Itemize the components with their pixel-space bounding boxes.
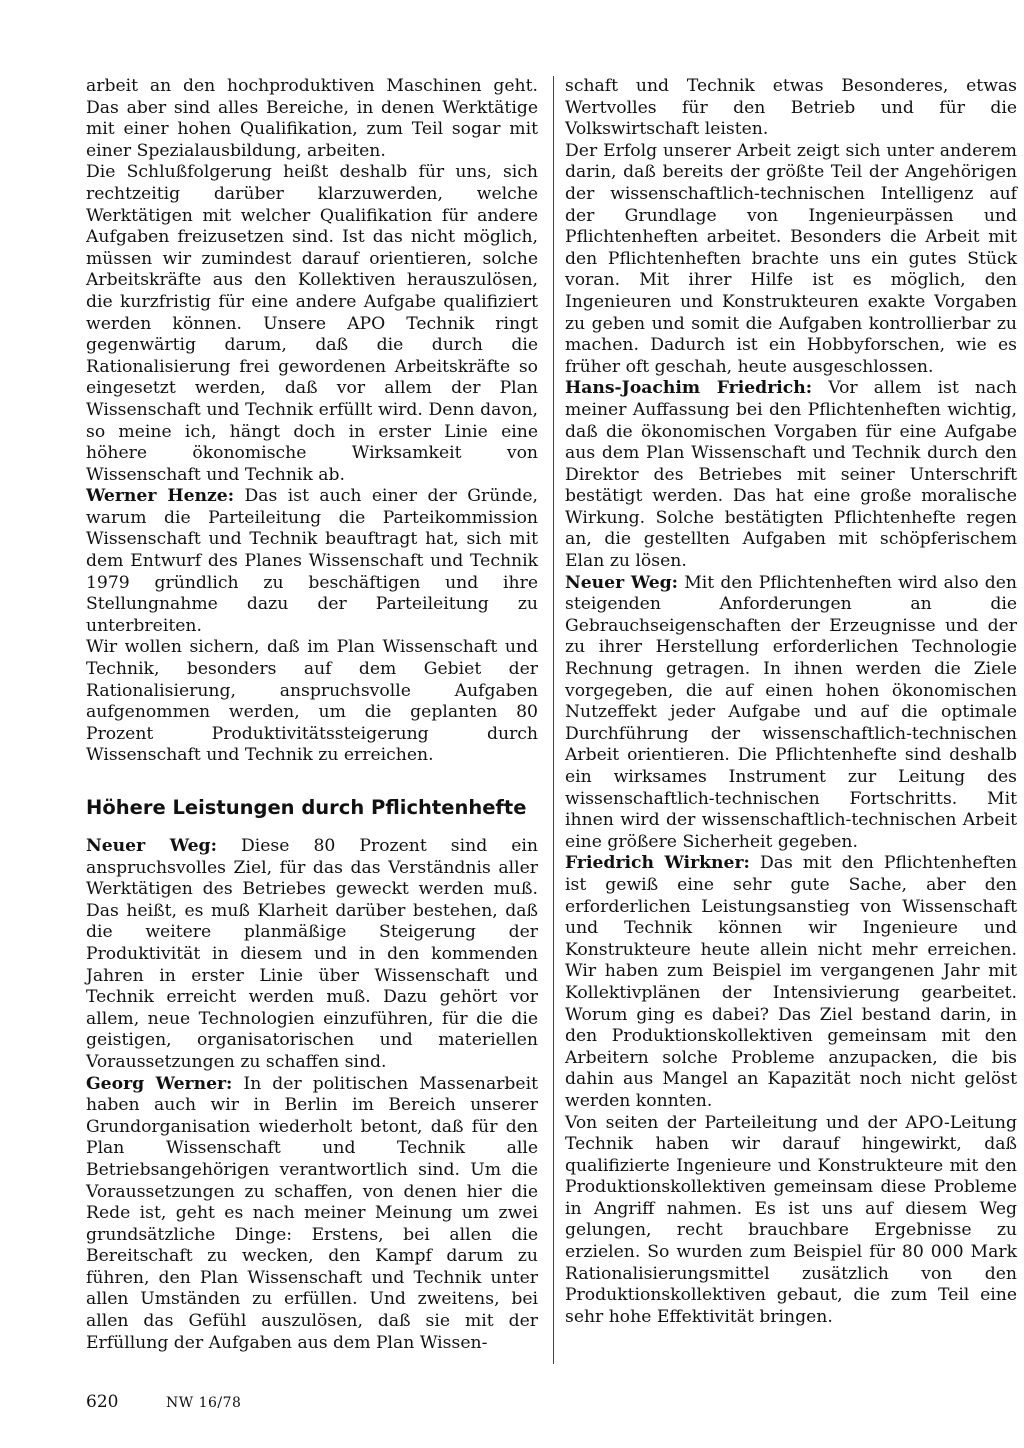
paragraph: schaft und Technik etwas Besonderes, etwas Wertvolles für den Betrieb und für die Volkswirtschaft leisten. xyxy=(565,76,1017,140)
speaker-name: Neuer Weg: xyxy=(565,572,679,593)
paragraph xyxy=(565,853,1017,1112)
paragraph xyxy=(86,836,538,1074)
paragraph xyxy=(565,378,1017,572)
section-heading: Höhere Leistungen durch Pflichtenhefte xyxy=(86,796,527,819)
speech-text: Mit den Pflichtenheften wird also den steigenden Anforderungen an die Gebrauchseigenschaften der Erzeugnisse und der zu ihrer Herstellung erforderlichen Technologie Rechnung getragen. In ihnen werden die Ziele vorgegeben, die auf einen hohen ökonomischen Nutzeffekt jeder Aufgabe und auf die optimale Durchführung der wissenschaftlich-technischen Arbeit orientieren. Die Pflichtenhefte sind deshalb ein wirksames Instrument zur Leitung des wissenschaftlich-technischen Fortschritts. Mit ihnen wird der wissenschaftlich-technischen Arbeit eine größere Sicherheit gegeben. xyxy=(565,572,1017,852)
page-footer xyxy=(86,1392,241,1413)
paragraph xyxy=(86,1074,538,1355)
speech-text: In der politischen Massenarbeit haben auch wir in Berlin im Bereich unserer Grundorganisation wiederholt betont, daß für den Plan Wissenschaft und Technik alle Betriebsangehörigen verantwortlich sind. Um die Voraussetzungen zu schaffen, von denen hier die Rede ist, geht es nach meiner Meinung um zwei grundsätzliche Dinge: Erstens, bei allen die Bereitschaft zu wecken, den Kampf darum zu führen, den Plan Wissenschaft und Technik unter allen Umständen zu erfüllen. Und zweitens, bei allen das Gefühl auszulösen, daß sie mit der Erfüllung der Aufgaben aus dem Plan Wissen- xyxy=(86,1073,538,1353)
speech-text: Das ist auch einer der Gründe, warum die Parteileitung die Parteikommission Wissenschaft und Technik beauftragt hat, sich mit dem Entwurf des Planes Wissenschaft und Technik 1979 gründlich zu beschäftigen und ihre Stellungnahme dazu der Parteileitung zu unterbreiten. xyxy=(86,486,538,636)
speech-text: Vor allem ist nach meiner Auffassung bei den Pflichtenheften wichtig, daß die ökonomischen Vorgaben für eine Aufgabe aus dem Plan Wissenschaft und Technik durch den Direktor des Betriebes mit seiner Unterschrift bestätigt werden. Das hat eine große moralische Wirkung. Solche bestätigten Pflichtenhefte regen an, die gestellten Aufgaben mit schöpferischem Elan zu lösen. xyxy=(565,378,1018,572)
page-number: 620 xyxy=(86,1392,119,1412)
paragraph: Wir wollen sichern, daß im Plan Wissenschaft und Technik, besonders auf dem Gebiet der Rationalisierung, anspruchsvolle Aufgaben aufgenommen werden, um die geplanten 80 Prozent Produktivitätssteigerung durch Wissenschaft und Technik zu erreichen. xyxy=(86,637,538,766)
speech-text: Das mit den Pflichtenheften ist gewiß eine sehr gute Sache, aber den erforderlichen Leistungsanstieg von Wissenschaft und Technik können wir Ingenieure und Konstrukteure heute allein nicht mehr erreichen. Wir haben zum Beispiel im vergangenen Jahr mit Kollektivplänen der Intensivierung gearbeitet. Worum ging es dabei? Das Ziel bestand darin, in den Produktionskollektiven gemeinsam mit den Arbeitern solche Probleme anzupacken, die bis dahin aus Mangel an Kapazität noch nicht gelöst werden konnten. xyxy=(565,853,1018,1111)
right-column xyxy=(565,76,1017,1328)
speaker-name: Werner Henze: xyxy=(86,486,235,507)
column-divider xyxy=(553,76,554,1364)
paragraph xyxy=(565,573,1017,854)
speaker-name: Friedrich Wirkner: xyxy=(565,853,750,874)
speaker-name: Neuer Weg: xyxy=(86,836,217,856)
paragraph: Von seiten der Parteileitung und der APO-Leitung Technik haben wir darauf hingewirkt, daß qualifizierte Ingenieure und Konstrukteure mit den Produktionskollektiven gemeinsam diese Probleme in Angriff nahmen. Es ist uns auf diesem Weg gelungen, recht brauchbare Ergebnisse zu erzielen. So wurden zum Beispiel für 80 000 Mark Rationalisierungsmittel zusätzlich von den Produktionskollektiven gebaut, die zum Teil eine sehr hohe Effektivität bringen. xyxy=(565,1112,1017,1327)
speaker-name: Hans-Joachim Friedrich: xyxy=(565,378,813,399)
speech-text: Diese 80 Prozent sind ein anspruchsvolles Ziel, für das das Verständnis aller Werktätigen des Betriebes geweckt werden muß. Das heißt, es muß Klarheit darüber bestehen, daß die weitere planmäßige Steigerung der Produktivität in diesem und in den kommenden Jahren in erster Linie über Wissenschaft und Technik erreicht werden muß. Dazu gehört vor allem, neue Technologien einzuführen, für die die geistigen, organisatorischen und materiellen Voraussetzungen zu schaffen sind. xyxy=(86,836,538,1072)
speaker-name: Georg Werner: xyxy=(86,1073,233,1094)
paragraph: arbeit an den hochproduktiven Maschinen geht. Das aber sind alles Bereiche, in denen Werktätige mit einer hohen Qualifikation, zum Teil sogar mit einer Spezialausbildung, arbeiten. xyxy=(86,76,538,161)
paragraph: Der Erfolg unserer Arbeit zeigt sich unter anderem darin, daß bereits der größte Teil der Angehörigen der wissenschaftlich-technischen Intelligenz auf der Grundlage von Ingenieurpässen und Pflichtenheften arbeitet. Besonders die Arbeit mit den Pflichtenheften brachte uns ein gutes Stück voran. Mit ihrer Hilfe ist es möglich, den Ingenieuren und Konstrukteuren exakte Vorgaben zu geben und somit die Aufgaben kontrollierbar zu machen. Dadurch ist ein Hobbyforschen, wie es früher oft geschah, heute ausgeschlossen. xyxy=(565,140,1017,377)
left-column xyxy=(86,76,538,1354)
source-label: NW 16/78 xyxy=(166,1395,242,1411)
paragraph: Die Schlußfolgerung heißt deshalb für uns, sich rechtzeitig darüber klarzuwerden, welche Werktätigen mit welcher Qualifikation für andere Aufgaben freizusetzen sind. Ist das nicht möglich, müssen wir zumindest darauf orientieren, solche Arbeitskräfte aus den Kollektiven herauszulösen, die kurzfristig für eine andere Aufgabe qualifiziert werden können. Unsere APO Technik ringt gegenwärtig darum, daß die durch die Rationalisierung frei gewordenen Arbeitskräfte so eingesetzt werden, daß vor allem der Plan Wissenschaft und Technik erfüllt wird. Denn davon, so meine ich, hängt doch in erster Linie eine höhere ökonomische Wirksamkeit von Wissenschaft und Technik ab. xyxy=(86,162,538,485)
paragraph xyxy=(86,486,538,637)
